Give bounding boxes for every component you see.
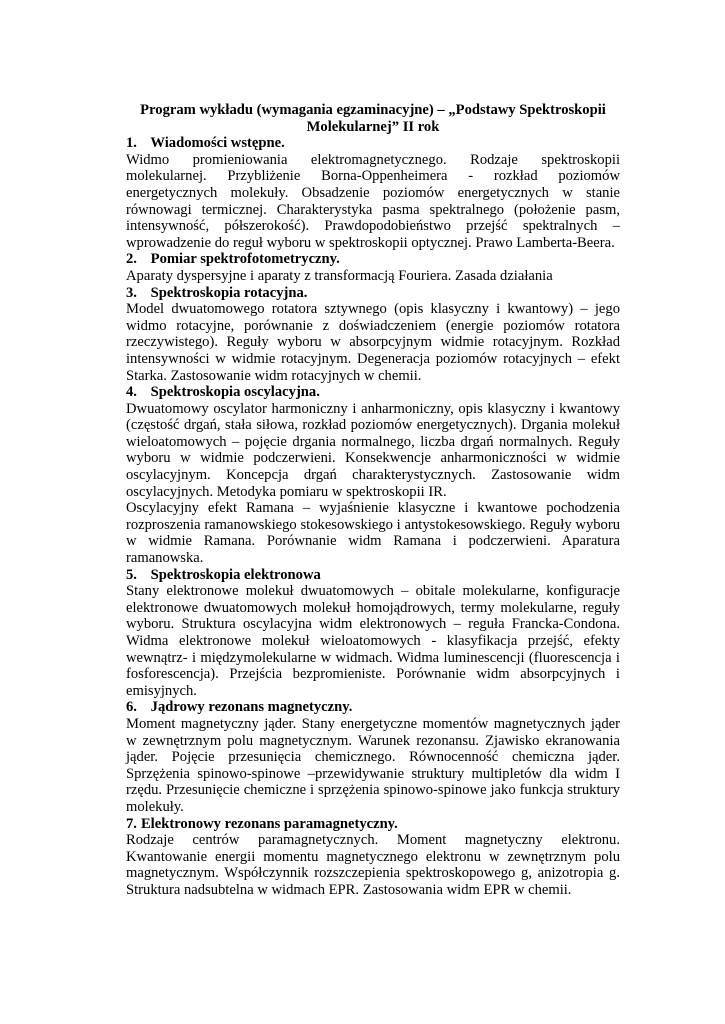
section-number: 5. — [126, 566, 137, 583]
section-3 — [126, 285, 620, 385]
section-title: Spektroskopia elektronowa — [150, 566, 321, 583]
section-paragraph: Stany elektronowe molekuł dwuatomowych – obitale molekularne, konfiguracje elektronowe dwuatomowych molekuł homojądrowych, termy molekularne, reguły wyboru. Struktura oscylacyjna widm elektronowych – reguła Francka-Condona. Widma elektronowe molekuł wieloatomowych - klasyfikacja przejść, efekty wewnątrz- i międzymolekularne w widmach. Widma luminescencji (fluorescencja i fosforescencja). Przejścia bezpromieniste. Porównanie widm absorpcyjnych i emisyjnych. — [126, 583, 620, 699]
section-number: 3. — [126, 284, 137, 301]
document-title: Program wykładu (wymagania egzaminacyjne) – „Podstawy Spektroskopii Molekularnej” II rok — [140, 102, 606, 135]
section-title: Jądrowy rezonans magnetyczny. — [150, 699, 353, 716]
section-paragraph: Widmo promieniowania elektromagnetycznego. Rodzaje spektroskopii molekularnej. Przybliżenie Borna-Oppenheimera - rozkład poziomów energetycznych molekuły. Obsadzenie poziomów energetycznych w stanie równowagi termicznej. Charakterystyka pasma spektralnego (położenie pasm, intensywność, półszerokość). Prawdopodobieństwo przejść spektralnych – wprowadzenie do reguł wyboru w spektroskopii optycznej. Prawo Lamberta-Beera. — [126, 151, 620, 251]
document-page — [126, 102, 620, 899]
section-heading — [126, 384, 620, 401]
section-2 — [126, 251, 620, 284]
section-number: 7. — [126, 815, 137, 832]
section-title: Pomiar spektrofotometryczny. — [150, 251, 340, 268]
section-paragraph: Moment magnetyczny jąder. Stany energetyczne momentów magnetycznych jąder w zewnętrznym polu magnetycznym. Warunek rezonansu. Zjawisko ekranowania jąder. Pojęcie przesunięcia chemicznego. Równocenność chemiczna jąder. Sprzężenia spinowo-spinowe –przewidywanie struktury multipletów dla widm I rzędu. Przesunięcie chemiczne i sprzężenia spinowo-spinowe jako funkcja struktury molekuły. — [126, 715, 620, 815]
section-heading — [126, 135, 620, 152]
section-title: Elektronowy rezonans paramagnetyczny. — [140, 815, 398, 832]
section-paragraph: Rodzaje centrów paramagnetycznych. Moment magnetyczny elektronu. Kwantowanie energii momentu magnetycznego elektronu w zewnętrznym polu magnetycznym. Współczynnik rozszczepienia spektroskopowego g, anizotropia g. Struktura nadsubtelna w widmach EPR. Zastosowania widm EPR w chemii. — [126, 832, 620, 898]
section-heading — [126, 567, 620, 584]
section-paragraph: Oscylacyjny efekt Ramana – wyjaśnienie klasyczne i kwantowe pochodzenia rozproszenia ramanowskiego stokesowskiego i antystokesowskiego. Reguły wyboru w widmie Ramana. Porównanie widm Ramana i podczerwieni. Aparatura ramanowska. — [126, 500, 620, 567]
section-4 — [126, 384, 620, 567]
section-number: 4. — [126, 384, 137, 401]
section-7 — [126, 816, 620, 899]
section-number: 6. — [126, 699, 137, 716]
section-title: Spektroskopia oscylacyjna. — [150, 384, 320, 401]
section-paragraph: Aparaty dyspersyjne i aparaty z transformacją Fouriera. Zasada działania — [126, 267, 553, 284]
section-1 — [126, 135, 620, 251]
section-heading — [126, 816, 620, 833]
section-number: 1. — [126, 135, 137, 152]
section-title: Spektroskopia rotacyjna. — [150, 284, 308, 301]
section-title: Wiadomości wstępne. — [150, 135, 285, 152]
section-heading — [126, 285, 620, 302]
section-heading — [126, 699, 620, 716]
section-6 — [126, 699, 620, 815]
section-5 — [126, 567, 620, 700]
section-heading — [126, 251, 620, 268]
section-paragraph: Model dwuatomowego rotatora sztywnego (opis klasyczny i kwantowy) – jego widmo rotacyjne, porównanie z doświadczeniem (energie poziomów rotatora rzeczywistego). Reguły wyboru w absorpcyjnym widmie rotacyjnym. Rozkład intensywności w widmie rotacyjnym. Degeneracja poziomów rotacyjnych – efekt Starka. Zastosowanie widm rotacyjnych w chemii. — [126, 301, 620, 384]
section-paragraph: Dwuatomowy oscylator harmoniczny i anharmoniczny, opis klasyczny i kwantowy (częstość drgań, stała siłowa, rozkład poziomów energetycznych). Drgania molekuł wieloatomowych – pojęcie drgania normalnego, liczba drgań normalnych. Reguły wyboru w widmie podczerwieni. Konsekwencje anharmoniczności w widmie oscylacyjnym. Koncepcja drgań charakterystycznych. Zastosowanie widm oscylacyjnych. Metodyka pomiaru w spektroskopii IR. — [126, 400, 620, 500]
section-number: 2. — [126, 251, 137, 268]
